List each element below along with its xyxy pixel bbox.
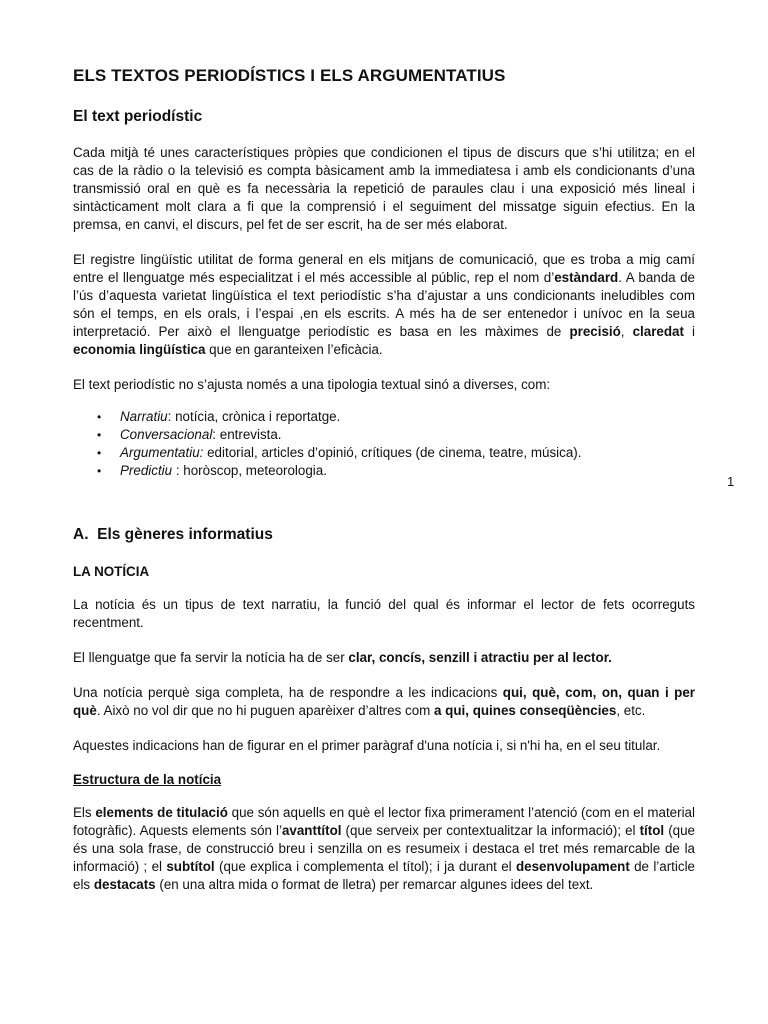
paragraph-typologies-intro: El text periodístic no s’ajusta només a una tipologia textual sinó a diverses, com: (73, 377, 551, 392)
paragraph-noticia-definition: La notícia és un tipus de text narratiu, la funció del qual és informar el lector de fets ocorreguts recentment. (73, 597, 695, 630)
section-generes-informatius (73, 526, 695, 911)
section-title-generes-informatius: A. Els gèneres informatius (73, 526, 273, 543)
bold-term-claredat: claredat (632, 324, 684, 339)
text-run: que en garanteixen l’eficàcia. (205, 342, 383, 357)
typology-separator: : (167, 409, 176, 424)
typology-name: Conversacional (120, 427, 213, 442)
typology-name: Predictiu (120, 463, 173, 478)
typology-desc: entrevista. (219, 427, 282, 442)
bold-term-economia: economia lingüística (73, 342, 206, 357)
paragraph-noticia-questions (73, 684, 695, 720)
text-run: Una notícia perquè siga completa, ha de respondre a les indicacions (73, 685, 503, 700)
bullet-icon: • (97, 446, 102, 460)
text-run: . A banda de l’ús d’aquesta varietat lingüística el text periodístic s’ha d’ajustar a uns condicionants ineludibles com són el temps, en els orals, i l’espai ,en els escrits. A més ha de ser entenedor i unívoc en la seua interpretació. Per això el llenguatge periodístic es basa en les màximes de (73, 270, 695, 339)
subheading-la-noticia: LA NOTÍCIA (73, 564, 150, 579)
bold-questions: qui, què, com, on, quan i per què (73, 685, 696, 718)
paragraph-media-discourse: Cada mitjà té unes característiques pròpies que condicionen el tipus de discurs que s’hi utilitza; en el cas de la ràdio o la televisió es compta bàsicament amb la immediatesa i amb els condicionants d’una transmissió oral en què es fa necessària la repetició de paraules clau i una exposició més lineal i sintàcticament molt clara a fi que la comprensió i el seguiment del missatge siguin efectius. En la premsa, en canvi, el discurs, pel fet de ser escrit, ha de ser més elaborat. (73, 145, 695, 232)
bold-term-estandard: estàndard (554, 270, 619, 285)
typology-separator: : (172, 463, 184, 478)
typology-desc: notícia, crònica i reportatge. (175, 409, 341, 424)
bold-term-precisio: precisió (569, 324, 621, 339)
typology-list (73, 408, 695, 480)
list-item (73, 426, 695, 444)
paragraph-news-structure (73, 804, 695, 894)
text-run: Els (73, 805, 96, 820)
bold-extra-questions: a qui, quines conseqüències (434, 703, 617, 718)
bold-titol: títol (639, 823, 665, 838)
bold-subtitol: subtítol (166, 859, 215, 874)
bullet-icon: • (97, 464, 102, 478)
text-run: (que explica i complementa el títol); i ja durant el (214, 859, 516, 874)
text-run: . Això no vol dir que no hi puguen aparèixer d’altres com (96, 703, 435, 718)
page-content (73, 66, 695, 480)
text-run: i (683, 324, 695, 339)
text-run: , (620, 324, 633, 339)
page-number: 1 (727, 474, 735, 489)
list-item (73, 444, 695, 462)
bold-elements-titulacio: elements de titulació (95, 805, 228, 820)
text-run: El registre lingüístic utilitat de forma general en els mitjans de comunicació, que es troba a mig camí entre el llenguatge més especialitzat i el més accessible al públic, rep el nom d’ (73, 252, 695, 285)
typology-name: Narratiu (120, 409, 168, 424)
typology-separator: : (212, 427, 220, 442)
paragraph-noticia-language (73, 649, 695, 667)
typology-desc: editorial, articles d’opinió, crítiques (de cinema, teatre, música). (207, 445, 582, 460)
text-run: (que serveix per contextualitzar la informació); el (341, 823, 640, 838)
subheading-estructura-noticia: Estructura de la notícia (73, 772, 222, 787)
bold-desenvolupament: desenvolupament (515, 859, 630, 874)
bullet-icon: • (97, 428, 102, 442)
bold-language-qualities: clar, concís, senzill i atractiu per al lector. (348, 650, 612, 665)
paragraph-linguistic-register (73, 251, 695, 359)
text-run: que són aquells en què el lector fixa primerament l’atenció (com en el material fotogràfic). Aquests elements són l’ (73, 805, 695, 838)
text-run: (en una altra mida o format de lletra) per remarcar algunes idees del text. (155, 877, 594, 892)
bold-destacats: destacats (93, 877, 156, 892)
text-run: de l’article els (73, 859, 695, 892)
bold-avanttitol: avanttítol (281, 823, 342, 838)
text-run: , etc. (616, 703, 646, 718)
bullet-icon: • (97, 410, 102, 424)
text-run: El llenguatge que fa servir la notícia ha de ser (73, 650, 349, 665)
typology-desc: horòscop, meteorologia. (183, 463, 327, 478)
list-item (73, 408, 695, 426)
section-title-text-periodistic: El text periodístic (73, 108, 203, 125)
typology-name: Argumentatiu: (120, 445, 204, 460)
text-run: (que és una sola frase, de construcció breu i senzilla on es resumeix i destaca el tret més remarcable de la informació) ; el (73, 823, 695, 874)
paragraph-first-paragraph-rule: Aquestes indicacions han de figurar en el primer paràgraf d'una notícia i, si n'hi ha, en el seu titular. (73, 738, 661, 753)
document-title: ELS TEXTOS PERIODÍSTICS I ELS ARGUMENTATIUS (73, 66, 506, 85)
list-item (73, 462, 695, 480)
